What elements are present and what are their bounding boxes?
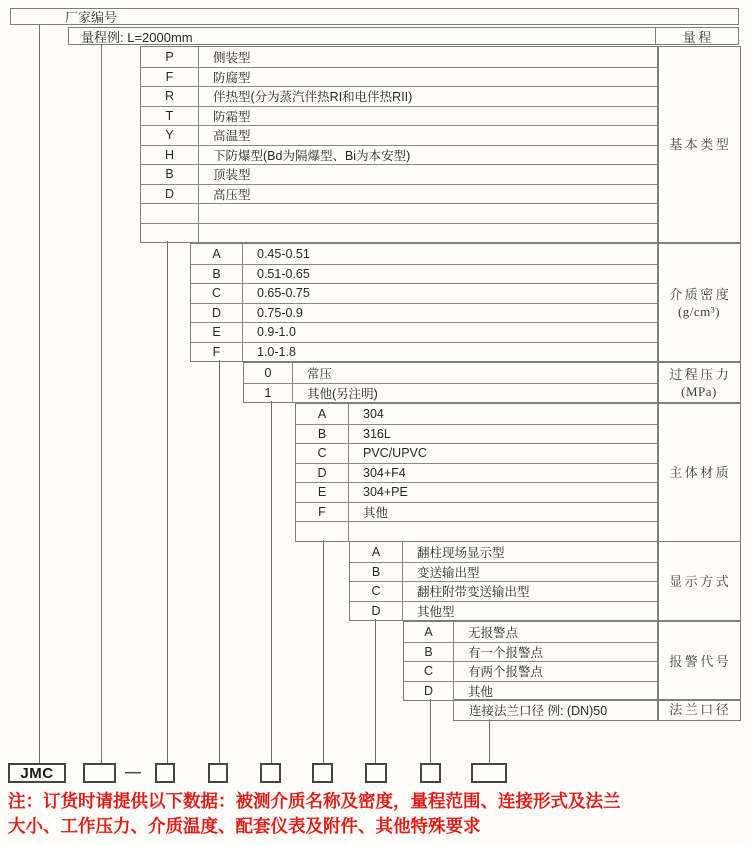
code-cell: E	[191, 323, 243, 342]
code-cell: R	[141, 87, 199, 106]
table-row	[141, 125, 658, 145]
code-cell: F	[296, 503, 349, 522]
code-box-6	[365, 763, 387, 783]
desc-cell: 常压	[307, 366, 333, 381]
table-row	[141, 164, 658, 184]
table-row	[191, 303, 658, 323]
range-example-text: 量程例: L=2000mm	[81, 29, 193, 45]
code-cell	[296, 522, 349, 541]
table-row	[296, 482, 658, 502]
table-row	[296, 521, 658, 541]
desc-cell: 防腐型	[213, 70, 251, 85]
desc-cell: 1.0-1.8	[257, 344, 296, 359]
code-box-3	[208, 763, 228, 783]
section-label-text: 介质密度	[669, 286, 732, 302]
section-body-material	[295, 403, 659, 542]
table-row	[296, 424, 658, 444]
code-box-4	[260, 763, 281, 783]
desc-cell: 顶装型	[213, 168, 251, 183]
factory-code-row	[10, 8, 739, 25]
section-display-mode	[349, 541, 659, 621]
connector-line-4	[219, 360, 220, 763]
code-cell: D	[350, 602, 403, 621]
desc-cell: 防霜型	[213, 109, 251, 124]
code-cell: D	[404, 682, 454, 701]
code-box-5	[312, 763, 333, 783]
order-note-line-1: 注：订货时请提供以下数据：被测介质名称及密度，量程范围、连接形式及法兰	[8, 791, 621, 811]
table-row	[296, 443, 658, 463]
code-cell: T	[141, 107, 199, 126]
order-note	[8, 789, 748, 838]
code-box-1	[83, 763, 116, 783]
code-cell	[141, 204, 199, 223]
code-cell: 0	[244, 363, 293, 383]
table-row	[350, 581, 658, 601]
table-row	[191, 342, 658, 362]
code-cell: F	[191, 343, 243, 362]
code-cell: B	[141, 165, 199, 184]
range-label-cell	[655, 28, 738, 44]
code-cell: P	[141, 47, 199, 67]
code-cell: B	[404, 643, 454, 662]
code-cell: A	[350, 542, 403, 562]
code-cell: C	[350, 582, 403, 601]
code-cell: Y	[141, 126, 199, 145]
code-cell: A	[296, 404, 349, 424]
section-label-text: 显示方式	[669, 573, 732, 589]
table-row	[404, 661, 658, 681]
table-row	[141, 223, 658, 243]
section-label-unit: (MPa)	[681, 383, 717, 399]
table-row	[141, 184, 658, 204]
desc-cell: 316L	[363, 426, 391, 441]
desc-cell: 其他	[468, 684, 494, 699]
code-cell: A	[404, 622, 454, 642]
table-row	[141, 67, 658, 87]
code-cell: E	[296, 483, 349, 502]
code-cell: D	[191, 304, 243, 323]
desc-cell: 其他型	[417, 604, 455, 619]
section-alarm-code	[403, 621, 659, 701]
table-row	[141, 47, 658, 67]
code-cell: F	[141, 68, 199, 87]
code-cell: C	[296, 444, 349, 463]
table-row	[244, 383, 658, 403]
section-process-pressure	[243, 362, 659, 403]
table-row	[350, 601, 658, 621]
table-row	[141, 106, 658, 126]
connector-line-5	[271, 401, 272, 763]
connector-line-2	[101, 45, 102, 763]
flange-desc-cell: 连接法兰口径 例: (DN)50	[469, 703, 608, 718]
desc-cell: 高温型	[213, 129, 251, 144]
range-label: 量程	[682, 29, 714, 45]
code-box-8	[471, 763, 507, 783]
code-cell: D	[141, 185, 199, 204]
desc-cell: 高压型	[213, 187, 251, 202]
code-cell: 1	[244, 384, 293, 403]
desc-cell: 304+F4	[363, 465, 406, 480]
table-row	[191, 264, 658, 284]
desc-cell: 0.75-0.9	[257, 305, 303, 320]
desc-cell	[349, 522, 658, 541]
code-cell: H	[141, 146, 199, 165]
code-box-2	[155, 763, 175, 783]
section-label-text: 主体材质	[669, 464, 732, 480]
model-prefix-box: JMC	[8, 763, 66, 783]
connector-line-9	[489, 719, 490, 764]
code-cell: B	[350, 563, 403, 582]
table-row	[296, 502, 658, 522]
desc-cell: 下防爆型(Bd为隔爆型、Bi为本安型)	[213, 148, 411, 163]
table-row	[191, 322, 658, 342]
dash-separator: —	[125, 764, 141, 781]
desc-cell: 304	[363, 406, 384, 421]
desc-cell: 变送输出型	[417, 565, 480, 580]
code-cell: A	[191, 244, 243, 264]
connector-line-8	[430, 699, 431, 763]
desc-cell: PVC/UPVC	[363, 446, 427, 461]
section-label-text: 基本类型	[669, 137, 732, 152]
section-label-text: 报警代号	[669, 653, 732, 669]
table-row	[141, 203, 658, 223]
table-row	[191, 283, 658, 303]
table-row	[350, 562, 658, 582]
desc-cell: 翻柱附带变送输出型	[417, 585, 530, 600]
desc-cell: 其他	[363, 505, 389, 520]
desc-cell: 无报警点	[468, 625, 519, 640]
code-cell: B	[191, 265, 243, 284]
table-row	[404, 681, 658, 701]
desc-cell: 侧装型	[213, 50, 251, 65]
connector-line-3	[167, 241, 168, 763]
table-row	[404, 642, 658, 662]
section-label-alarm-code	[657, 621, 741, 701]
section-flange-size	[453, 699, 659, 721]
code-cell: C	[404, 662, 454, 681]
desc-cell: 其他(另注明)	[307, 386, 378, 401]
code-box-7	[420, 763, 441, 783]
section-basic-type	[140, 46, 659, 243]
section-label-text: 过程压力	[669, 366, 732, 382]
table-row	[141, 145, 658, 165]
code-cell: C	[191, 284, 243, 303]
desc-cell	[199, 224, 658, 243]
desc-cell	[199, 204, 658, 223]
desc-cell: 304+PE	[363, 485, 408, 500]
desc-cell: 0.65-0.75	[257, 286, 310, 301]
table-row	[141, 86, 658, 106]
section-label-flange-size	[657, 699, 741, 721]
section-label-unit: (g/cm³)	[677, 303, 721, 319]
code-cell	[141, 224, 199, 243]
desc-cell: 0.45-0.51	[257, 246, 310, 261]
desc-cell: 翻柱现场显示型	[417, 545, 505, 560]
order-note-line-2: 大小、工作压力、介质温度、配套仪表及附件、其他特殊要求	[8, 815, 481, 836]
code-cell: B	[296, 425, 349, 444]
table-row	[296, 463, 658, 483]
desc-cell: 0.51-0.65	[257, 266, 310, 281]
section-label-media-density	[657, 243, 741, 362]
table-row	[191, 244, 658, 264]
section-media-density	[190, 243, 659, 362]
desc-cell: 有两个报警点	[468, 665, 544, 680]
connector-line-1	[39, 24, 40, 763]
section-label-display-mode	[657, 541, 741, 621]
table-row	[350, 542, 658, 562]
desc-cell: 0.9-1.0	[257, 325, 296, 340]
desc-cell: 有一个报警点	[468, 645, 544, 660]
table-row	[244, 363, 658, 383]
section-label-text: 法兰口径	[669, 702, 732, 718]
factory-code-label: 厂家编号	[65, 10, 118, 25]
table-row	[404, 622, 658, 642]
section-label-process-pressure	[657, 362, 741, 403]
section-label-basic-type	[657, 46, 741, 243]
table-row	[454, 700, 658, 720]
code-cell: D	[296, 464, 349, 483]
section-label-body-material	[657, 403, 741, 542]
range-row	[68, 27, 739, 45]
connector-line-6	[323, 540, 324, 764]
connector-line-7	[375, 619, 376, 763]
table-row	[296, 404, 658, 424]
desc-cell: 伴热型(分为蒸汽伴热RI和电伴热RII)	[213, 90, 413, 105]
